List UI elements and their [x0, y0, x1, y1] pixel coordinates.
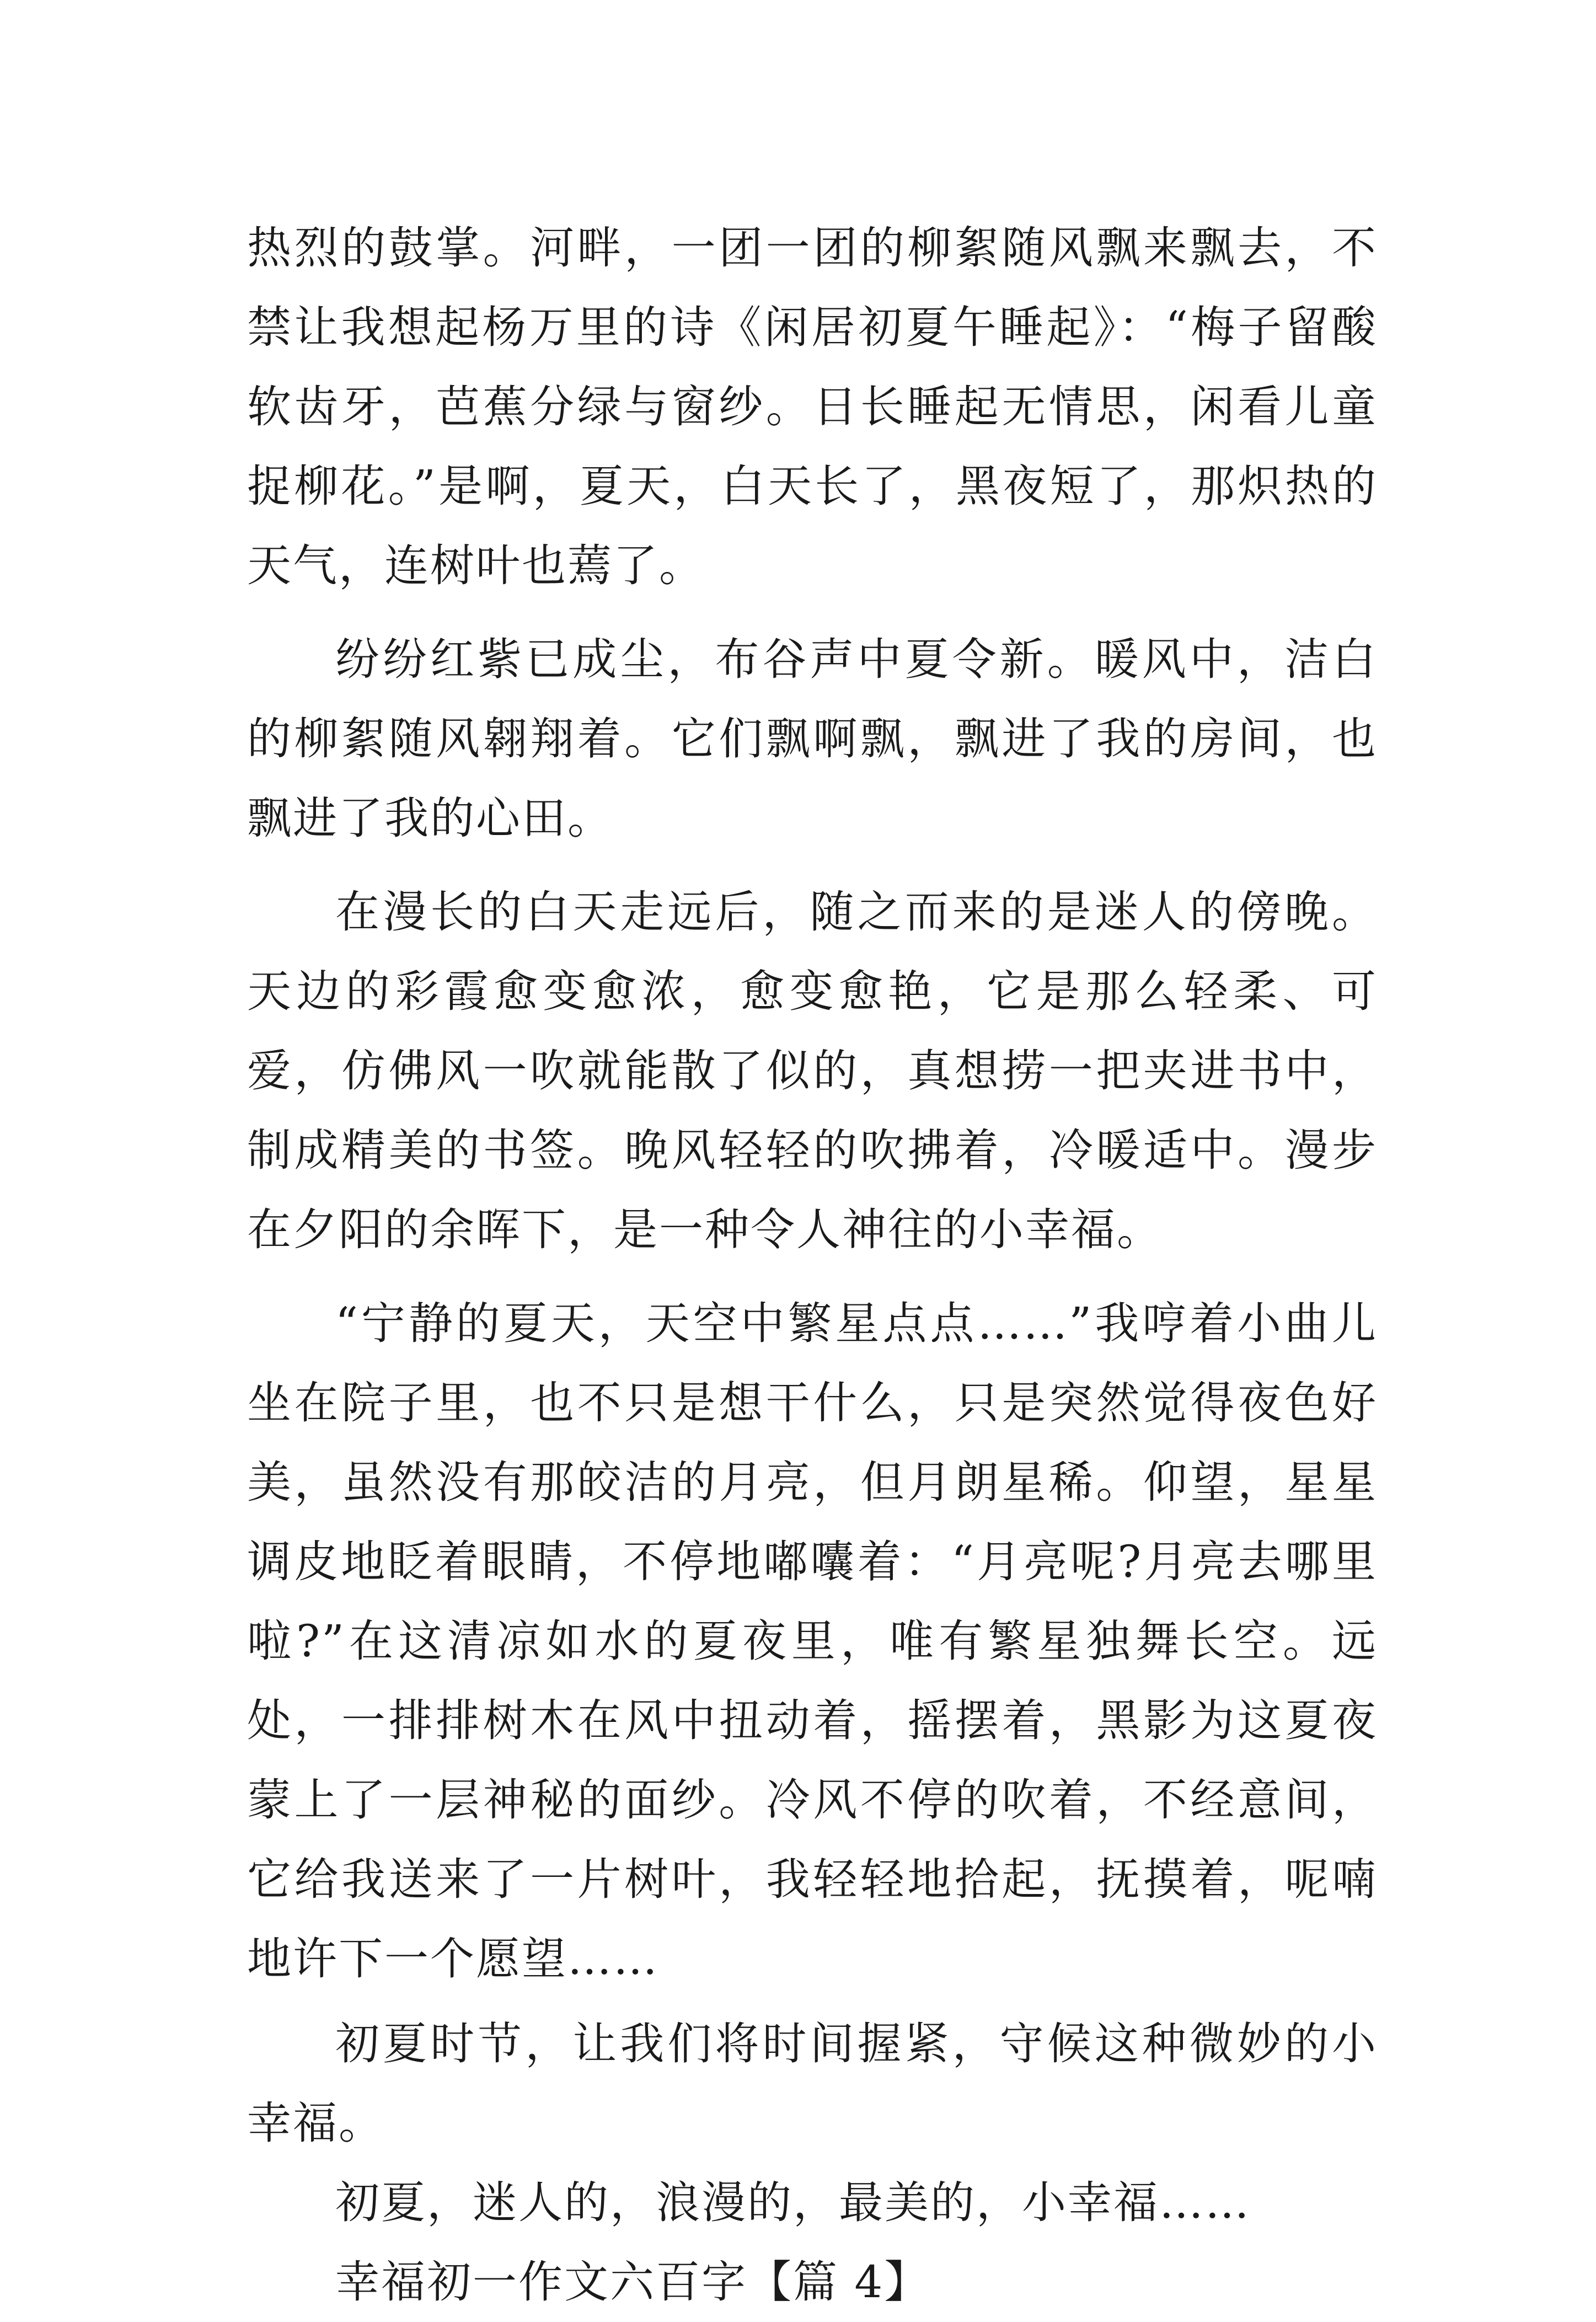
document-body: [247, 208, 1378, 2322]
paragraph-6: 初夏，迷人的，浪漫的，最美的，小幸福……: [335, 2177, 1251, 2228]
paragraph-3: 在漫长的白天走远后，随之而来的是迷人的傍晚。天边的彩霞愈变愈浓，愈变愈艳，它是那么轻柔、可爱，仿佛风一吹就能散了似的，真想捞一把夹进书中，制成精美的书签。晚风轻轻的吹拂着，冷暖适中。漫步在夕阳的余晖下，是一种令人神往的小幸福。: [247, 886, 1378, 1255]
section-heading: 幸福初一作文六百字【篇 4】: [335, 2256, 930, 2308]
paragraph-4: “宁静的夏天，天空中繁星点点……”我哼着小曲儿坐在院子里，也不只是想干什么，只是突然觉得夜色好美，虽然没有那皎洁的月亮，但月朗星稀。仰望，星星调皮地眨着眼睛，不停地嘟囔着：“月亮呢?月亮去哪里啦?”在这清凉如水的夏夜里，唯有繁星独舞长空。远处，一排排树木在风中扭动着，摇摆着，黑影为这夏夜蒙上了一层神秘的面纱。冷风不停的吹着，不经意间，它给我送来了一片树叶，我轻轻地拾起，抚摸着，呢喃地许下一个愿望……: [247, 1298, 1378, 1984]
paragraph-5: 初夏时节，让我们将时间握紧，守候这种微妙的小幸福。: [247, 2018, 1378, 2149]
paragraph-2: 纷纷红紫已成尘，布谷声中夏令新。暖风中，洁白的柳絮随风翱翔着。它们飘啊飘，飘进了我的房间，也飘进了我的心田。: [247, 634, 1378, 844]
paragraph-1: 热烈的鼓掌。河畔，一团一团的柳絮随风飘来飘去，不禁让我想起杨万里的诗《闲居初夏午睡起》：“梅子留酸软齿牙，芭蕉分绿与窗纱。日长睡起无情思，闲看儿童捉柳花。”是啊，夏天，白天长了，黑夜短了，那炽热的天气，连树叶也蔫了。: [247, 222, 1378, 591]
